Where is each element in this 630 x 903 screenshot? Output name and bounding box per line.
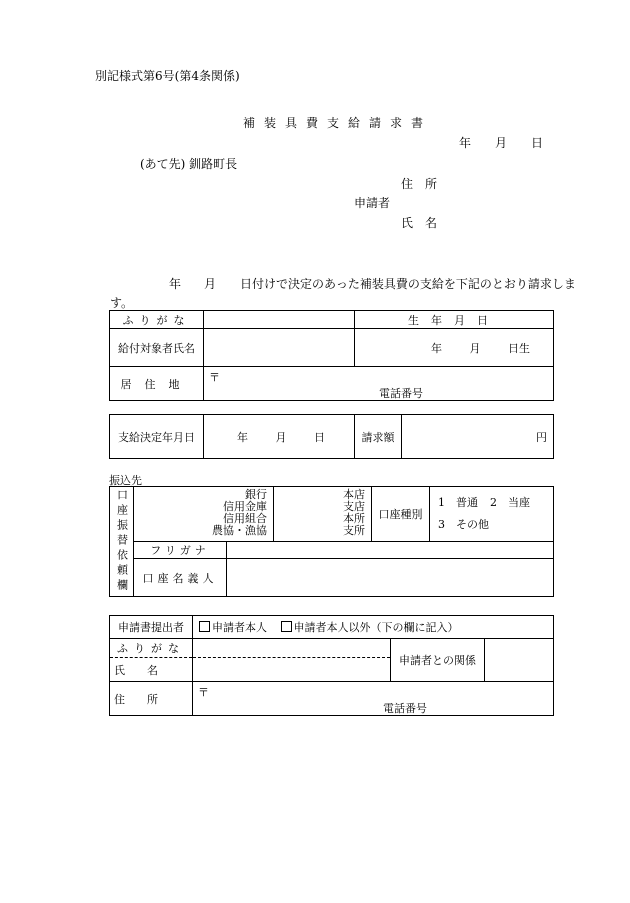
submitter-phone-label: 電話番号 — [383, 702, 427, 715]
submitter-address-label: 住 所 — [110, 682, 193, 716]
checkbox-self[interactable] — [199, 621, 210, 632]
addressee: (あて先) 釧路町長 — [140, 157, 238, 171]
target-name-field[interactable] — [204, 329, 355, 367]
account-type-current[interactable]: 2 当座 — [490, 496, 530, 509]
birth-date-field[interactable] — [355, 329, 554, 367]
form-number: 別記様式第6号(第4条関係) — [95, 69, 240, 83]
residence-phone-label: 電話番号 — [379, 387, 423, 400]
submitter-table — [109, 615, 554, 716]
body-text-line1: 日付けで決定のあった補装具費の支給を下記のとおり請求しま — [240, 277, 576, 291]
option-self[interactable]: 申請者本人 — [199, 621, 267, 634]
account-holder-label: 口座名義人 — [134, 559, 227, 597]
bank-type-4: 農協・漁協 — [212, 524, 267, 537]
amount-field[interactable] — [402, 415, 554, 459]
branch-type-field[interactable] — [274, 487, 372, 542]
body-text-line2: す。 — [110, 296, 134, 310]
date-year: 年 — [459, 136, 472, 150]
residence-label: 居住地 — [110, 367, 204, 401]
bank-type-1: 銀行 — [245, 488, 267, 501]
target-person-table — [109, 310, 554, 401]
target-name-label: 給付対象者氏名 — [110, 329, 204, 367]
account-type-ordinary[interactable]: 1 普通 — [438, 496, 478, 509]
residence-field[interactable] — [204, 367, 554, 401]
amount-label: 請求額 — [355, 415, 402, 459]
submitter-address-field[interactable] — [193, 682, 554, 716]
birth-day-suffix: 日生 — [508, 341, 530, 355]
account-type-options[interactable] — [430, 487, 554, 542]
checkbox-other[interactable] — [281, 621, 292, 632]
submitter-options — [193, 616, 554, 639]
submitter-name-label: 氏 名 — [110, 658, 193, 682]
decision-day: 日 — [314, 430, 325, 444]
furigana-field[interactable] — [204, 311, 355, 329]
branch-type-2: 支店 — [343, 500, 365, 513]
document-title: 補装具費支給請求書 — [243, 116, 433, 130]
date-month: 月 — [495, 136, 508, 150]
submitter-name-field[interactable] — [193, 658, 391, 682]
decision-year: 年 — [237, 430, 248, 444]
submitter-furigana-label: ふりがな — [110, 639, 193, 658]
applicant-name-label: 氏 名 — [401, 216, 438, 230]
account-type-other[interactable]: 3 その他 — [438, 518, 489, 531]
applicant-role-label: 申請者 — [354, 196, 391, 210]
transfer-heading: 振込先 — [109, 474, 142, 487]
submitter-furigana-field[interactable] — [193, 639, 391, 658]
relation-field[interactable] — [485, 639, 554, 682]
submitter-label: 申請書提出者 — [110, 616, 193, 639]
applicant-address-label: 住 所 — [401, 177, 438, 191]
body-year: 年 — [169, 277, 182, 291]
decision-table — [109, 414, 554, 459]
bank-type-2: 信用金庫 — [223, 500, 267, 513]
decision-date-field[interactable] — [204, 415, 355, 459]
account-type-label: 口座種別 — [372, 487, 430, 542]
relation-label: 申請者との関係 — [391, 639, 485, 682]
branch-type-4: 支所 — [343, 524, 365, 537]
submitter-postal-mark: 〒 — [198, 686, 209, 699]
body-month: 月 — [204, 277, 217, 291]
branch-type-3: 本所 — [343, 512, 365, 525]
birth-date-header: 生年月日 — [355, 311, 554, 329]
bank-type-field[interactable] — [134, 487, 274, 542]
date-day: 日 — [531, 136, 544, 150]
transfer-side-label: 口座振替依頼欄 — [110, 487, 134, 597]
postal-mark: 〒 — [209, 371, 220, 384]
yen-unit: 円 — [536, 430, 547, 444]
birth-month: 月 — [469, 341, 481, 355]
transfer-furigana-field[interactable] — [227, 542, 554, 559]
decision-month: 月 — [275, 430, 287, 444]
birth-year: 年 — [431, 341, 442, 355]
branch-type-1: 本店 — [343, 488, 365, 501]
option-other[interactable]: 申請者本人以外（下の欄に記入） — [281, 621, 459, 634]
transfer-table — [109, 486, 554, 597]
decision-date-label: 支給決定年月日 — [110, 415, 204, 459]
furigana-label: ふりがな — [110, 311, 204, 329]
transfer-furigana-label: フリガナ — [134, 542, 227, 559]
bank-type-3: 信用組合 — [223, 512, 267, 525]
account-holder-field[interactable] — [227, 559, 554, 597]
